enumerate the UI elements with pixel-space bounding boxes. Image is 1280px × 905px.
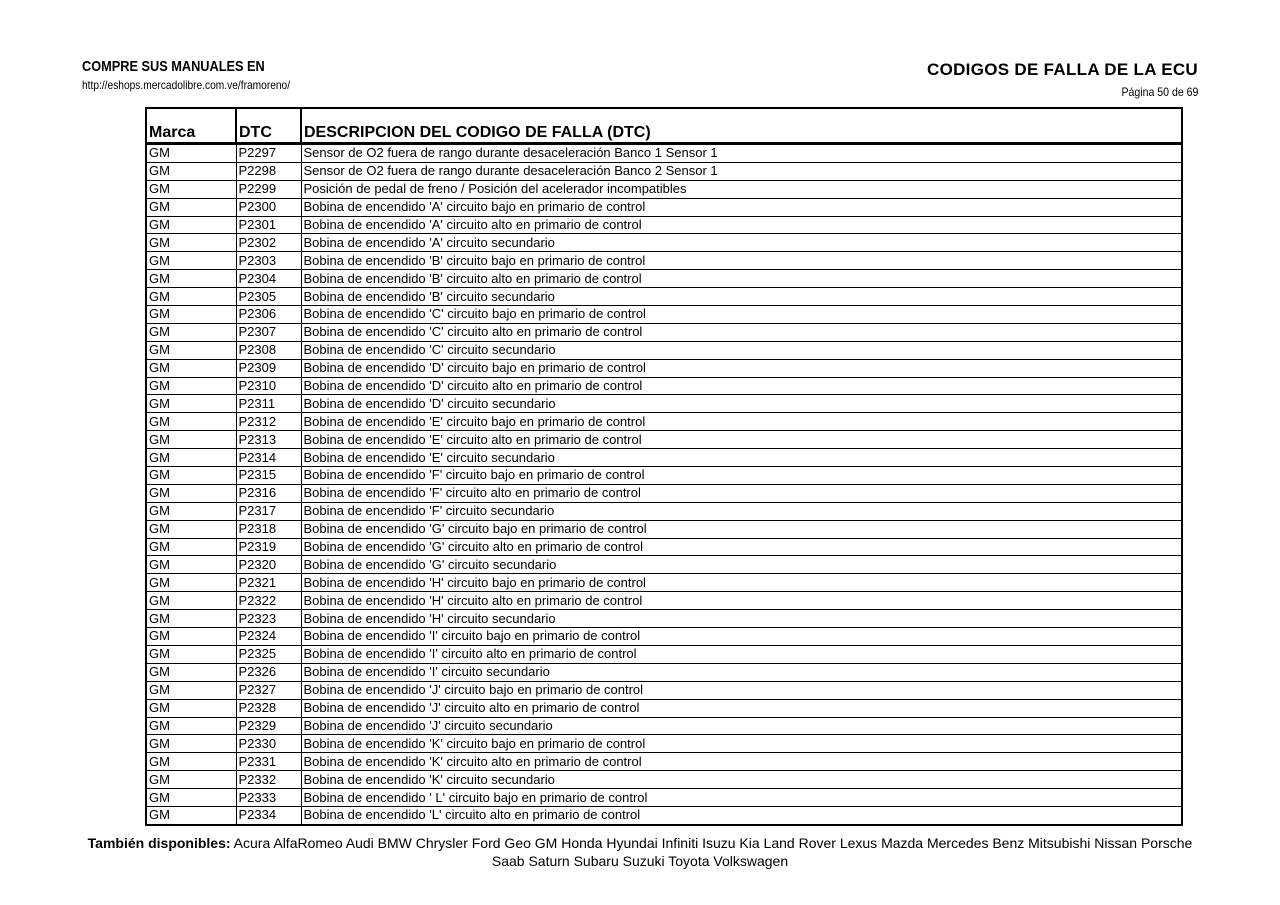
dtc-code-cell: P2324 (236, 628, 301, 646)
table-row (146, 413, 1182, 431)
brand-cell: GM (146, 234, 236, 252)
description-cell: Bobina de encendido 'F' circuito secundario (301, 502, 1182, 520)
brand-cell: GM (146, 484, 236, 502)
table-row (146, 753, 1182, 771)
brand-cell: GM (146, 610, 236, 628)
dtc-code-cell: P2317 (236, 502, 301, 520)
description-cell: Bobina de encendido 'I' circuito bajo en primario de control (301, 628, 1182, 646)
dtc-code-cell: P2318 (236, 520, 301, 538)
brand-cell: GM (146, 663, 236, 681)
table-row (146, 789, 1182, 807)
brand-cell: GM (146, 467, 236, 485)
table-row (146, 431, 1182, 449)
dtc-code-cell: P2330 (236, 735, 301, 753)
brand-cell: GM (146, 377, 236, 395)
table-row (146, 144, 1182, 163)
table-row (146, 628, 1182, 646)
dtc-code-cell: P2319 (236, 538, 301, 556)
table-row (146, 592, 1182, 610)
description-cell: Bobina de encendido 'A' circuito secundario (301, 234, 1182, 252)
dtc-code-cell: P2314 (236, 449, 301, 467)
table-row (146, 645, 1182, 663)
table-row (146, 538, 1182, 556)
footer-brand-list: Acura AlfaRomeo Audi BMW Chrysler Ford Geo GM Honda Hyundai Infiniti Isuzu Kia Land Rover Lexus Mazda Mercedes Benz Mitsubishi Nissan Porsche Saab Saturn Subaru Suzuki Toyota Volkswagen (233, 835, 1193, 869)
brand-cell: GM (146, 198, 236, 216)
description-cell: Bobina de encendido 'A' circuito bajo en primario de control (301, 198, 1182, 216)
table-row (146, 502, 1182, 520)
dtc-code-cell: P2303 (236, 252, 301, 270)
table-header-row (146, 108, 1182, 144)
brand-cell: GM (146, 592, 236, 610)
table-row (146, 162, 1182, 180)
brand-cell: GM (146, 180, 236, 198)
brand-cell: GM (146, 681, 236, 699)
brand-cell: GM (146, 717, 236, 735)
page-number: Página 50 de 69 (1121, 85, 1198, 99)
description-cell: Bobina de encendido 'H' circuito secundario (301, 610, 1182, 628)
description-cell: Bobina de encendido 'A' circuito alto en primario de control (301, 216, 1182, 234)
dtc-code-cell: P2321 (236, 574, 301, 592)
dtc-code-cell: P2301 (236, 216, 301, 234)
description-cell: Bobina de encendido 'D' circuito secundario (301, 395, 1182, 413)
dtc-table (145, 107, 1183, 826)
table-row (146, 806, 1182, 824)
column-header-dtc: DTC (236, 108, 301, 144)
description-cell: Sensor de O2 fuera de rango durante desaceleración Banco 2 Sensor 1 (301, 162, 1182, 180)
dtc-code-cell: P2306 (236, 306, 301, 324)
brand-cell: GM (146, 449, 236, 467)
table-row (146, 359, 1182, 377)
dtc-code-cell: P2331 (236, 753, 301, 771)
dtc-code-cell: P2327 (236, 681, 301, 699)
description-cell: Bobina de encendido 'C' circuito bajo en primario de control (301, 306, 1182, 324)
brand-cell: GM (146, 806, 236, 824)
description-cell: Bobina de encendido 'J' circuito secundario (301, 717, 1182, 735)
table-row (146, 323, 1182, 341)
description-cell: Posición de pedal de freno / Posición del acelerador incompatibles (301, 180, 1182, 198)
table-row (146, 216, 1182, 234)
document-title: CODIGOS DE FALLA DE LA ECU (927, 60, 1198, 79)
description-cell: Bobina de encendido 'C' circuito secundario (301, 341, 1182, 359)
dtc-code-cell: P2307 (236, 323, 301, 341)
dtc-code-cell: P2311 (236, 395, 301, 413)
dtc-code-cell: P2298 (236, 162, 301, 180)
brand-cell: GM (146, 574, 236, 592)
dtc-code-cell: P2297 (236, 144, 301, 163)
brand-cell: GM (146, 359, 236, 377)
brand-cell: GM (146, 538, 236, 556)
description-cell: Bobina de encendido 'B' circuito secundario (301, 288, 1182, 306)
dtc-code-cell: P2315 (236, 467, 301, 485)
table-row (146, 484, 1182, 502)
dtc-code-cell: P2332 (236, 771, 301, 789)
description-cell: Bobina de encendido 'G' circuito alto en primario de control (301, 538, 1182, 556)
description-cell: Bobina de encendido 'G' circuito secundario (301, 556, 1182, 574)
dtc-code-cell: P2328 (236, 699, 301, 717)
description-cell: Bobina de encendido 'J' circuito bajo en primario de control (301, 681, 1182, 699)
table-row (146, 306, 1182, 324)
brand-cell: GM (146, 216, 236, 234)
brand-cell: GM (146, 306, 236, 324)
dtc-code-cell: P2304 (236, 270, 301, 288)
dtc-code-cell: P2313 (236, 431, 301, 449)
brand-cell: GM (146, 735, 236, 753)
dtc-code-cell: P2326 (236, 663, 301, 681)
table-row (146, 771, 1182, 789)
description-cell: Bobina de encendido 'I' circuito alto en primario de control (301, 645, 1182, 663)
dtc-code-cell: P2310 (236, 377, 301, 395)
brand-cell: GM (146, 144, 236, 163)
table-row (146, 341, 1182, 359)
brand-cell: GM (146, 162, 236, 180)
footer-label: También disponibles: (87, 835, 231, 851)
dtc-code-cell: P2334 (236, 806, 301, 824)
dtc-code-cell: P2329 (236, 717, 301, 735)
column-header-descripcion: DESCRIPCION DEL CODIGO DE FALLA (DTC) (301, 108, 1182, 144)
dtc-code-cell: P2305 (236, 288, 301, 306)
table-row (146, 252, 1182, 270)
brand-cell: GM (146, 502, 236, 520)
dtc-code-cell: P2299 (236, 180, 301, 198)
table-row (146, 681, 1182, 699)
brand-cell: GM (146, 413, 236, 431)
table-row (146, 288, 1182, 306)
dtc-code-cell: P2302 (236, 234, 301, 252)
table-row (146, 610, 1182, 628)
dtc-code-cell: P2323 (236, 610, 301, 628)
description-cell: Bobina de encendido 'G' circuito bajo en primario de control (301, 520, 1182, 538)
description-cell: Bobina de encendido 'H' circuito bajo en primario de control (301, 574, 1182, 592)
description-cell: Bobina de encendido 'L' circuito alto en primario de control (301, 806, 1182, 824)
brand-cell: GM (146, 789, 236, 807)
table-row (146, 574, 1182, 592)
description-cell: Bobina de encendido 'K' circuito bajo en primario de control (301, 735, 1182, 753)
description-cell: Bobina de encendido 'B' circuito bajo en primario de control (301, 252, 1182, 270)
brand-cell: GM (146, 270, 236, 288)
table-row (146, 520, 1182, 538)
dtc-code-cell: P2308 (236, 341, 301, 359)
table-row (146, 717, 1182, 735)
store-link[interactable]: http://eshops.mercadolibre.com.ve/framoreno/ (82, 78, 291, 92)
brand-cell: GM (146, 628, 236, 646)
dtc-code-cell: P2325 (236, 645, 301, 663)
table-row (146, 735, 1182, 753)
table-row (146, 467, 1182, 485)
footer-available-brands (80, 834, 1200, 870)
description-cell: Bobina de encendido 'C' circuito alto en primario de control (301, 323, 1182, 341)
table-row (146, 449, 1182, 467)
description-cell: Bobina de encendido 'D' circuito alto en primario de control (301, 377, 1182, 395)
brand-cell: GM (146, 288, 236, 306)
brand-cell: GM (146, 645, 236, 663)
brand-cell: GM (146, 395, 236, 413)
brand-cell: GM (146, 323, 236, 341)
description-cell: Bobina de encendido 'I' circuito secundario (301, 663, 1182, 681)
table-row (146, 699, 1182, 717)
description-cell: Bobina de encendido 'B' circuito alto en primario de control (301, 270, 1182, 288)
brand-cell: GM (146, 556, 236, 574)
table-row (146, 198, 1182, 216)
description-cell: Bobina de encendido 'D' circuito bajo en primario de control (301, 359, 1182, 377)
table-row (146, 270, 1182, 288)
table-row (146, 377, 1182, 395)
description-cell: Bobina de encendido 'F' circuito bajo en primario de control (301, 467, 1182, 485)
description-cell: Bobina de encendido 'K' circuito secundario (301, 771, 1182, 789)
description-cell: Bobina de encendido 'E' circuito secundario (301, 449, 1182, 467)
dtc-code-cell: P2309 (236, 359, 301, 377)
column-header-marca: Marca (146, 108, 236, 144)
brand-cell: GM (146, 252, 236, 270)
description-cell: Bobina de encendido 'F' circuito alto en primario de control (301, 484, 1182, 502)
table-row (146, 180, 1182, 198)
header-promo-title: COMPRE SUS MANUALES EN (82, 58, 265, 75)
brand-cell: GM (146, 520, 236, 538)
description-cell: Bobina de encendido 'H' circuito alto en primario de control (301, 592, 1182, 610)
table-row (146, 395, 1182, 413)
description-cell: Sensor de O2 fuera de rango durante desaceleración Banco 1 Sensor 1 (301, 144, 1182, 163)
dtc-code-cell: P2312 (236, 413, 301, 431)
description-cell: Bobina de encendido 'K' circuito alto en primario de control (301, 753, 1182, 771)
brand-cell: GM (146, 699, 236, 717)
description-cell: Bobina de encendido ' L' circuito bajo en primario de control (301, 789, 1182, 807)
table-row (146, 556, 1182, 574)
description-cell: Bobina de encendido 'J' circuito alto en primario de control (301, 699, 1182, 717)
description-cell: Bobina de encendido 'E' circuito alto en primario de control (301, 431, 1182, 449)
brand-cell: GM (146, 771, 236, 789)
dtc-code-cell: P2300 (236, 198, 301, 216)
brand-cell: GM (146, 753, 236, 771)
dtc-code-cell: P2316 (236, 484, 301, 502)
table-row (146, 234, 1182, 252)
brand-cell: GM (146, 341, 236, 359)
dtc-code-cell: P2320 (236, 556, 301, 574)
description-cell: Bobina de encendido 'E' circuito bajo en primario de control (301, 413, 1182, 431)
table-row (146, 663, 1182, 681)
dtc-code-cell: P2322 (236, 592, 301, 610)
dtc-code-cell: P2333 (236, 789, 301, 807)
brand-cell: GM (146, 431, 236, 449)
